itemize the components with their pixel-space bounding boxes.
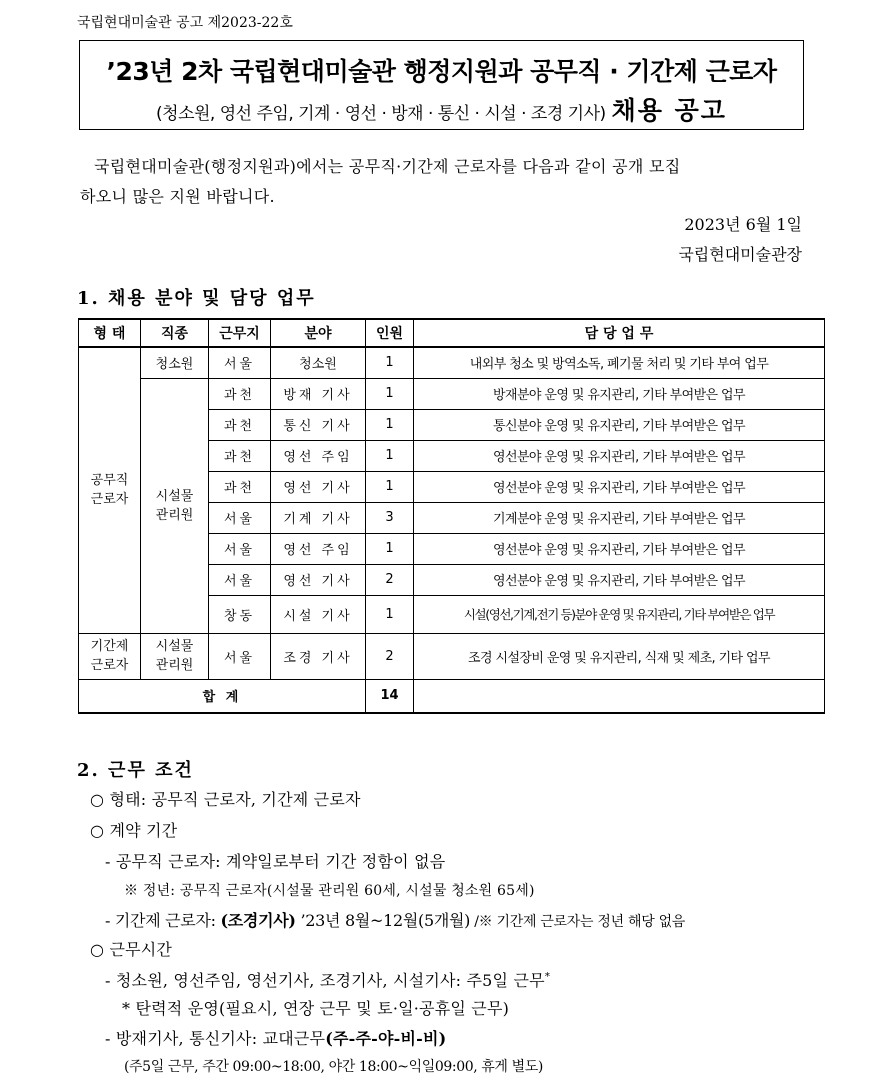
cond-period-gigan-a: - 기간제 근로자: [105,911,221,930]
job-facility-cell-2: 시설물 관리원 [141,633,209,679]
section-1-heading: 1. 채용 분야 및 담당 업무 [77,288,316,309]
count-cell: 3 [366,502,414,533]
count-cell: 1 [366,471,414,502]
cond-hours-2-note-text: (주5일 근무, 주간 09:00~18:00, 야간 18:00~익일09:00, 휴게 별도) [124,1059,543,1075]
count-cell: 1 [366,378,414,409]
duty-cell: 시설(영선,기계,전기 등)분야 운영 및 유지관리, 기타 부여받은 업무 [414,595,825,633]
duty-cell: 영선분야 운영 및 유지관리, 기타 부여받은 업무 [414,471,825,502]
place-cell: 서울 [209,564,271,595]
field-cell: 통신 기사 [271,409,366,440]
count-cell: 1 [366,595,414,633]
table-total-row [79,679,825,713]
count-cell: 1 [366,440,414,471]
place-cell: 창동 [209,595,271,633]
cond-period-note-text: ※ 정년: 공무직 근로자(시설물 관리원 60세, 시설물 청소원 65세) [124,883,535,899]
title-line-2 [80,91,803,127]
total-duty-empty [414,679,825,713]
intro-line-1: 국립현대미술관(행정지원과)에서는 공무직·기간제 근로자를 다음과 같이 공개 모집 [94,157,681,176]
field-cell: 방재 기사 [271,378,366,409]
cond-hours-1-mark: * [544,971,551,983]
title-box [79,40,804,130]
issuing-organization: 국립현대미술관장 [678,245,802,264]
table-row [79,633,825,679]
count-cell: 1 [366,533,414,564]
place-cell: 과천 [209,409,271,440]
cond-hours-2-text: - 방재기사, 통신기사: 교대근무 [105,1029,326,1048]
col-header-job: 직종 [141,319,209,347]
cond-hours-1-note-text: * 탄력적 운영(필요시, 연장 근무 및 토·일·공휴일 근무) [122,999,510,1018]
field-cell: 영선 주임 [271,533,366,564]
job-cell: 청소원 [141,347,209,378]
job-facility-cell: 시설물 관리원 [141,378,209,633]
place-cell: 과천 [209,440,271,471]
cond-period-gigan-d: /※ 기간제 근로자는 정년 해당 없음 [470,914,686,930]
cond-hours-1-text: - 청소원, 영선주임, 영선기사, 조경기사, 시설기사: 주5일 근무 [105,971,545,990]
col-header-place: 근무지 [209,319,271,347]
count-cell: 2 [366,633,414,679]
total-count: 14 [366,679,414,713]
duty-cell: 내외부 청소 및 방역소독, 폐기물 처리 및 기타 부여 업무 [414,347,825,378]
col-header-type: 형 태 [79,319,141,347]
duty-cell: 영선분야 운영 및 유지관리, 기타 부여받은 업무 [414,440,825,471]
table-header-row [79,319,825,347]
cond-period-gigan-b: (조경기사) [220,911,296,930]
duty-cell: 기계분야 운영 및 유지관리, 기타 부여받은 업무 [414,502,825,533]
place-cell: 과천 [209,471,271,502]
place-cell: 서울 [209,533,271,564]
type-gongmu-cell: 공무직 근로자 [79,347,141,633]
field-cell: 기계 기사 [271,502,366,533]
cond-hours-2-shift: (주-주-야-비-비) [325,1029,447,1048]
duty-cell: 영선분야 운영 및 유지관리, 기타 부여받은 업무 [414,564,825,595]
cond-period-gongmu-text: - 공무직 근로자: 계약일로부터 기간 정함이 없음 [105,852,446,871]
total-label: 합 계 [79,679,366,713]
count-cell: 2 [366,564,414,595]
type-gigan-cell: 기간제 근로자 [79,633,141,679]
notice-date: 2023년 6월 1일 [684,215,802,234]
field-cell: 시설 기사 [271,595,366,633]
count-cell: 1 [366,409,414,440]
place-cell: 서울 [209,502,271,533]
table-row [79,347,825,378]
recruitment-table [78,318,825,714]
cond-type-text: ○ 형태: 공무직 근로자, 기간제 근로자 [90,790,361,809]
cond-hours-title-text: ○ 근무시간 [90,940,173,959]
field-cell: 영선 주임 [271,440,366,471]
intro-line-2: 하오니 많은 지원 바랍니다. [80,187,275,206]
col-header-field: 분야 [271,319,366,347]
intro-paragraph [80,152,810,212]
place-cell: 서울 [209,633,271,679]
cond-period-title-text: ○ 계약 기간 [90,821,178,840]
duty-cell: 방재분야 운영 및 유지관리, 기타 부여받은 업무 [414,378,825,409]
col-header-duty: 담 당 업 무 [414,319,825,347]
section-2-heading: 2. 근무 조건 [77,760,194,781]
notice-number: 국립현대미술관 공고 제2023-22호 [77,15,293,31]
duty-cell: 조경 시설장비 운영 및 유지관리, 식재 및 제초, 기타 업무 [414,633,825,679]
field-cell: 청소원 [271,347,366,378]
title-line-1: ’23년 2차 국립현대미술관 행정지원과 공무직 · 기간제 근로자 [106,57,777,86]
place-cell: 과천 [209,378,271,409]
field-cell: 영선 기사 [271,471,366,502]
table-row [79,378,825,409]
title-job-list: (청소원, 영선 주임, 기계 · 영선 · 방재 · 통신 · 시설 · 조경 기사) [156,104,606,124]
count-cell: 1 [366,347,414,378]
field-cell: 영선 기사 [271,564,366,595]
place-cell: 서울 [209,347,271,378]
duty-cell: 영선분야 운영 및 유지관리, 기타 부여받은 업무 [414,533,825,564]
field-cell: 조경 기사 [271,633,366,679]
col-header-count: 인원 [366,319,414,347]
duty-cell: 통신분야 운영 및 유지관리, 기타 부여받은 업무 [414,409,825,440]
title-main: 채용 공고 [611,96,727,125]
cond-period-gigan-c: ’23년 8월~12월(5개월) [295,911,471,930]
